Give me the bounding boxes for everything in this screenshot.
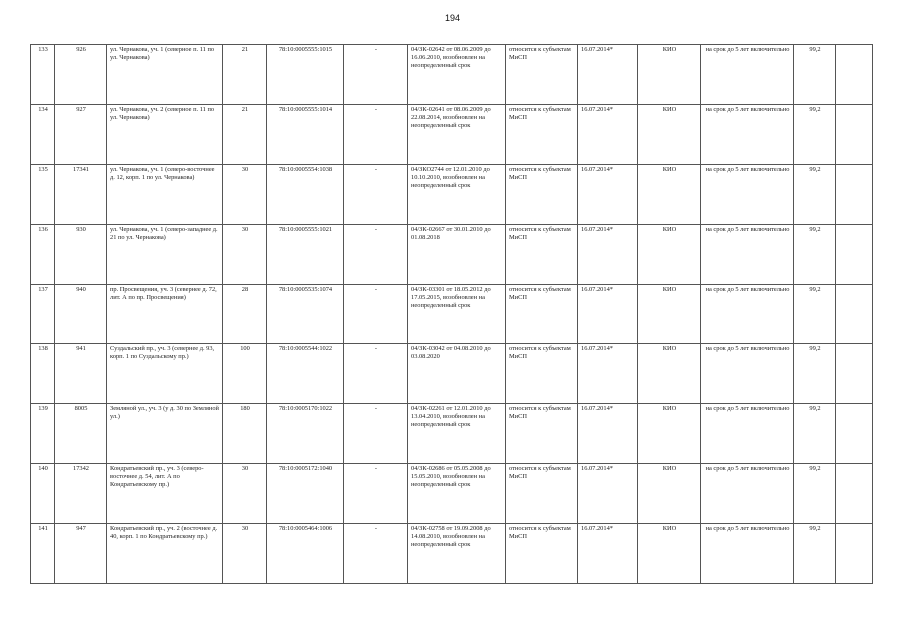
address-cell: Кондратьевский пр., уч. 3 (северо-восточнее д. 54, лит. А по Кондратьевскому пр.) [107,464,223,524]
authority-cell: КИО [638,164,701,224]
area-cell: 180 [223,404,267,464]
percent-cell: 99,2 [794,45,836,105]
percent-cell: 99,2 [794,464,836,524]
authority-cell: КИО [638,104,701,164]
percent-cell: 99,2 [794,164,836,224]
msp-status-cell: относится к субъектам МиСП [506,464,578,524]
table-row [31,224,873,284]
address-cell: ул. Чернакова, уч. 1 (северное п. 11 по ул. Чернакова) [107,45,223,105]
object-id-cell: 947 [55,524,107,584]
address-cell: ул. Чернакова, уч. 2 (северное п. 11 по ул. Чернакова) [107,104,223,164]
blank-cell [836,104,873,164]
row-number-cell: 133 [31,45,55,105]
authority-cell: КИО [638,524,701,584]
msp-status-cell: относится к субъектам МиСП [506,104,578,164]
object-id-cell: 930 [55,224,107,284]
msp-status-cell: относится к субъектам МиСП [506,404,578,464]
date-cell: 16.07.2014* [578,404,638,464]
empty-value-cell: - [344,284,408,344]
blank-cell [836,464,873,524]
lease-contract-cell: 04/ЗКО2744 от 12.01.2010 до 10.10.2010, возобновлен на неопределенный срок [408,164,506,224]
row-number-cell: 138 [31,344,55,404]
msp-status-cell: относится к субъектам МиСП [506,284,578,344]
table-row [31,164,873,224]
cadastral-number-cell: 78:10:0005535:1074 [267,284,344,344]
percent-cell: 99,2 [794,284,836,344]
object-id-cell: 17342 [55,464,107,524]
percent-cell: 99,2 [794,224,836,284]
empty-value-cell: - [344,224,408,284]
empty-value-cell: - [344,524,408,584]
percent-cell: 99,2 [794,344,836,404]
lease-contract-cell: 04/ЗК-03301 от 18.05.2012 до 17.05.2015, возобновлен на неопределенный срок [408,284,506,344]
lease-contract-cell: 04/ЗК-02686 от 05.05.2008 до 15.05.2010, возобновлен на неопределенный срок [408,464,506,524]
lease-term-cell: на срок до 5 лет включительно [701,344,794,404]
blank-cell [836,224,873,284]
blank-cell [836,404,873,464]
blank-cell [836,524,873,584]
lease-contract-cell: 04/ЗК-02642 от 08.06.2009 до 16.06.2010, возобновлен на неопределенный срок [408,45,506,105]
land-plot-register-table [30,44,873,584]
cadastral-number-cell: 78:10:0005170:1022 [267,404,344,464]
lease-term-cell: на срок до 5 лет включительно [701,104,794,164]
date-cell: 16.07.2014* [578,45,638,105]
empty-value-cell: - [344,104,408,164]
cadastral-number-cell: 78:10:0005172:1040 [267,464,344,524]
authority-cell: КИО [638,404,701,464]
row-number-cell: 140 [31,464,55,524]
object-id-cell: 927 [55,104,107,164]
lease-term-cell: на срок до 5 лет включительно [701,464,794,524]
address-cell: пр. Просвещения, уч. 3 (севернее д. 72, лит. А по пр. Просвещения) [107,284,223,344]
row-number-cell: 137 [31,284,55,344]
object-id-cell: 926 [55,45,107,105]
row-number-cell: 139 [31,404,55,464]
area-cell: 30 [223,224,267,284]
address-cell: Суздальский пр., уч. 3 (севернее д. 93, корп. 1 по Суздальскому пр.) [107,344,223,404]
area-cell: 30 [223,164,267,224]
authority-cell: КИО [638,464,701,524]
address-cell: Земляной ул., уч. 3 (у д. 30 по Земляной ул.) [107,404,223,464]
object-id-cell: 941 [55,344,107,404]
address-cell: ул. Чернакова, уч. 1 (северо-восточнее д. 12, корп. 1 по ул. Чернакова) [107,164,223,224]
cadastral-number-cell: 78:10:0005555:1014 [267,104,344,164]
table-row [31,45,873,105]
table-body [31,45,873,584]
msp-status-cell: относится к субъектам МиСП [506,524,578,584]
authority-cell: КИО [638,45,701,105]
percent-cell: 99,2 [794,524,836,584]
lease-term-cell: на срок до 5 лет включительно [701,404,794,464]
date-cell: 16.07.2014* [578,164,638,224]
date-cell: 16.07.2014* [578,524,638,584]
msp-status-cell: относится к субъектам МиСП [506,164,578,224]
empty-value-cell: - [344,45,408,105]
address-cell: ул. Чернакова, уч. 1 (северо-западнее д. 21 по ул. Чернакова) [107,224,223,284]
object-id-cell: 8005 [55,404,107,464]
area-cell: 28 [223,284,267,344]
table-row [31,104,873,164]
row-number-cell: 136 [31,224,55,284]
lease-contract-cell: 04/ЗК-02667 от 30.01.2010 до 01.08.2018 [408,224,506,284]
table-row [31,524,873,584]
area-cell: 30 [223,464,267,524]
authority-cell: КИО [638,344,701,404]
date-cell: 16.07.2014* [578,104,638,164]
blank-cell [836,45,873,105]
cadastral-number-cell: 78:10:0005544:1022 [267,344,344,404]
blank-cell [836,164,873,224]
authority-cell: КИО [638,224,701,284]
table-row [31,464,873,524]
lease-term-cell: на срок до 5 лет включительно [701,164,794,224]
area-cell: 21 [223,45,267,105]
page-number: 194 [444,13,461,23]
lease-term-cell: на срок до 5 лет включительно [701,45,794,105]
percent-cell: 99,2 [794,404,836,464]
lease-term-cell: на срок до 5 лет включительно [701,224,794,284]
date-cell: 16.07.2014* [578,344,638,404]
lease-term-cell: на срок до 5 лет включительно [701,524,794,584]
lease-contract-cell: 04/ЗК-02261 от 12.01.2010 до 13.04.2010, возобновлен на неопределенный срок [408,404,506,464]
row-number-cell: 135 [31,164,55,224]
address-cell: Кондратьевский пр., уч. 2 (восточнее д. 40, корп. 1 по Кондратьевскому пр.) [107,524,223,584]
empty-value-cell: - [344,404,408,464]
table-row [31,344,873,404]
object-id-cell: 940 [55,284,107,344]
lease-term-cell: на срок до 5 лет включительно [701,284,794,344]
percent-cell: 99,2 [794,104,836,164]
date-cell: 16.07.2014* [578,464,638,524]
msp-status-cell: относится к субъектам МиСП [506,344,578,404]
lease-contract-cell: 04/ЗК-03042 от 04.08.2010 до 03.08.2020 [408,344,506,404]
cadastral-number-cell: 78:10:0005554:1038 [267,164,344,224]
msp-status-cell: относится к субъектам МиСП [506,45,578,105]
blank-cell [836,344,873,404]
table-row [31,404,873,464]
area-cell: 100 [223,344,267,404]
empty-value-cell: - [344,164,408,224]
cadastral-number-cell: 78:10:0005555:1021 [267,224,344,284]
lease-contract-cell: 04/ЗК-02758 от 19.09.2008 до 14.08.2010, возобновлен на неопределенный срок [408,524,506,584]
date-cell: 16.07.2014* [578,284,638,344]
cadastral-number-cell: 78:10:0005555:1015 [267,45,344,105]
area-cell: 21 [223,104,267,164]
row-number-cell: 134 [31,104,55,164]
area-cell: 30 [223,524,267,584]
blank-cell [836,284,873,344]
authority-cell: КИО [638,284,701,344]
cadastral-number-cell: 78:10:0005464:1006 [267,524,344,584]
msp-status-cell: относится к субъектам МиСП [506,224,578,284]
lease-contract-cell: 04/ЗК-02641 от 08.06.2009 до 22.08.2014, возобновлен на неопределенный срок [408,104,506,164]
object-id-cell: 17341 [55,164,107,224]
empty-value-cell: - [344,344,408,404]
table-row [31,284,873,344]
date-cell: 16.07.2014* [578,224,638,284]
empty-value-cell: - [344,464,408,524]
row-number-cell: 141 [31,524,55,584]
